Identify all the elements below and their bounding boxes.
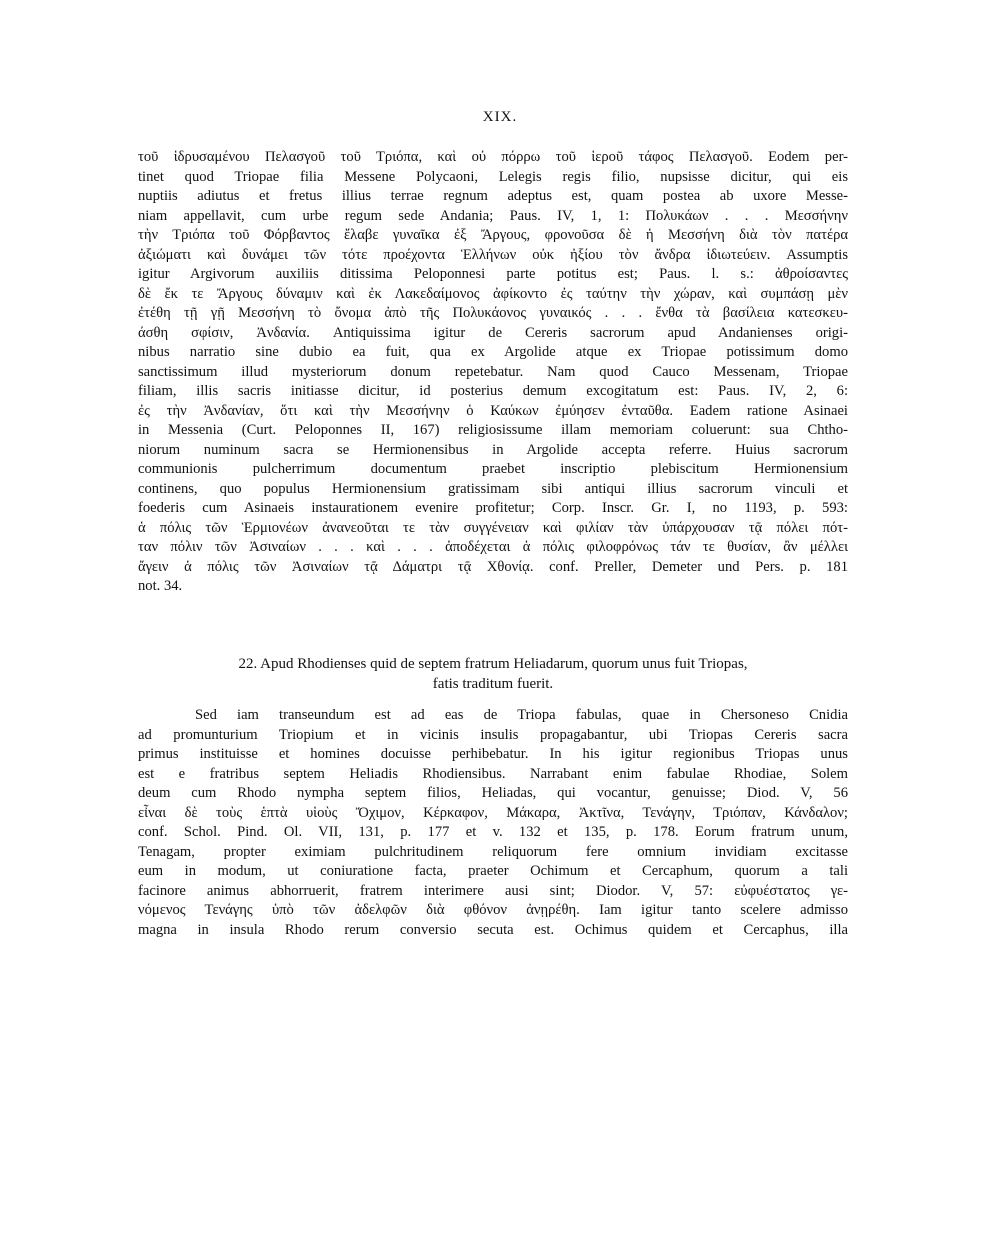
text-line: continens, quo populus Hermionensium gratissimam sibi antiqui illius sacrorum vinculi et: [138, 480, 848, 497]
text-line: τοῦ ἱδρυσαμένου Πελασγοῦ τοῦ Τριόπα, καὶ οὐ πόρρω τοῦ ἱεροῦ τάφος Πελασγοῦ. Eodem per-: [138, 149, 848, 165]
text-line: δὲ ἔκ τε Ἄργους δύναμιν καὶ ἐκ Λακεδαίμονος ἀφίκοντο ἐς ταύτην τὴν χώραν, καὶ συμπάσῃ μὲν: [138, 285, 848, 302]
text-line: primus instituisse et homines docuisse perhibebatur. In his igitur regionibus Triopas unus: [138, 746, 848, 762]
text-line: foederis cum Asinaeis instaurationem evenire profitetur; Corp. Inscr. Gr. I, no 1193, p. 593:: [138, 500, 848, 516]
section-heading: [138, 655, 848, 694]
text-line: nuptiis adiutus et fretus illius terrae regnum adeptus est, quam postea ab uxore Messe-: [138, 188, 848, 204]
text-line: ad promunturium Triopium et in vicinis insulis propagabantur, ubi Triopas Cereris sacra: [138, 726, 848, 743]
text-line: eum in modum, ut coniuratione facta, praeter Ochimum et Cercaphum, quorum a tali: [138, 863, 848, 879]
text-line: Tenagam, propter eximiam pulchritudinem reliquorum fere omnium invidiam excitasse: [138, 843, 848, 860]
heading-line: 22. Apud Rhodienses quid de septem fratrum Heliadarum, quorum unus fuit Triopas,: [238, 656, 748, 672]
text-line: άσθη σφίσιν, Ἀνδανία. Antiquissima igitur de Cereris sacrorum apud Andanienses origi-: [138, 324, 848, 341]
text-line: conf. Schol. Pind. Ol. VII, 131, p. 177 et v. 132 et 135, p. 178. Eorum fratrum unum,: [138, 824, 848, 840]
text-line: in Messenia (Curt. Peloponnes II, 167) religiosissume illam memoriam coluerunt: sua Chtho-: [138, 422, 848, 438]
paragraph-continued: [138, 148, 848, 597]
text-line: ἄγειν ἁ πόλις τῶν Ἀσιναίων τᾷ Δάματρι τᾷ Χθονίᾳ. conf. Preller, Demeter und Pers. p. 181: [138, 558, 848, 575]
text-line: ἀξιώματι καὶ δυνάμει τῶν τότε προέχοντα Ἑλλήνων οὐκ ἠξίου τὸν ἄνδρα ἰδιωτεύειν. Assumptis: [138, 246, 848, 263]
text-line: Sed iam transeundum est ad eas de Triopa fabulas, quae in Chersoneso Cnidia: [195, 707, 848, 723]
text-line: ἐτέθη τῇ γῇ Μεσσήνη τὸ ὄνομα ἀπὸ τῆς Πολυκάονος γυναικός . . . ἔνθα τὰ βασίλεια κατεσκευ-: [138, 305, 848, 321]
text-line: ἐς τὴν Ἀνδανίαν, ὅτι καὶ τὴν Μεσσήνην ὁ Καύκων ἐμύησεν ἐνταῦθα. Eadem ratione Asinaei: [138, 402, 848, 419]
text-line: ταν πόλιν τῶν Ἀσιναίων . . . καὶ . . . ἀποδέχεται ἁ πόλις φιλοφρόνως τάν τε θυσίαν, ἂν μέλλει: [138, 539, 848, 555]
heading-line: fatis traditum fuerit.: [432, 675, 554, 692]
paragraph-section-22: [138, 706, 848, 940]
text-line: niorum numinum sacra se Hermionensibus in Argolide accepta referre. Huius sacrorum: [138, 441, 848, 458]
text-line: τὴν Τριόπα τοῦ Φόρβαντος ἔλαβε γυναῖκα ἐξ Ἄργους, φρονοῦσα δὲ ἡ Μεσσήνη διὰ τὸν πατέρα: [138, 227, 848, 243]
text-line: magna in insula Rhodo rerum conversio secuta est. Ochimus quidem et Cercaphus, illa: [138, 921, 848, 938]
text-line: communionis pulcherrimum documentum praebet inscriptio plebiscitum Hermionensium: [138, 461, 848, 477]
text-line: filiam, illis sacris initiasse dicitur, id posterius demum excogitatum est: Paus. IV, 2, 6:: [138, 383, 848, 399]
text-line: est e fratribus septem Heliadis Rhodiensibus. Narrabant enim fabulae Rhodiae, Solem: [138, 765, 848, 782]
text-line: igitur Argivorum auxiliis ditissima Peloponnesi parte potitus est; Paus. l. s.: ἀθροίσαντες: [138, 266, 848, 282]
text-line: not. 34.: [138, 578, 183, 594]
text-line: niam appellavit, cum urbe regum sede Andania; Paus. IV, 1, 1: Πολυκάων . . . Μεσσήνην: [138, 207, 848, 224]
text-line: deum cum Rhodo nympha septem filios, Heliadas, qui vocantur, genuisse; Diod. V, 56: [138, 785, 848, 801]
page-number: XIX.: [482, 109, 518, 125]
text-line: nibus narratio sine dubio ea fuit, qua ex Argolide atque ex Triopae potissimum domo: [138, 344, 848, 360]
text-line: νόμενος Τενάγης ὑπὸ τῶν ἀδελφῶν διὰ φθόνον ἀνῃρέθη. Iam igitur tanto scelere admisso: [138, 902, 848, 918]
text-line: ἁ πόλις τῶν Ἑρμιονέων ἀνανεοῦται τε τὰν συγγένειαν καὶ φιλίαν τὰν ὑπάρχουσαν τᾷ πόλει πότ-: [138, 519, 848, 536]
text-line: tinet quod Triopae filia Messene Polycaoni, Lelegis regis filio, nupsisse dicitur, qui eis: [138, 168, 848, 185]
text-line: facinore animus abhorruerit, fratrem interimere ausi sint; Diodor. V, 57: εὐφυέστατος γε-: [138, 882, 848, 899]
text-line: εἶναι δὲ τοὺς ἑπτὰ υἱοὺς Ὄχιμον, Κέρκαφον, Μάκαρα, Ἀκτῖνα, Τενάγην, Τριόπαν, Κάνδαλον;: [138, 804, 848, 821]
text-line: sanctissimum illud mysteriorum donum repetebatur. Nam quod Cauco Messenam, Triopae: [138, 363, 848, 380]
